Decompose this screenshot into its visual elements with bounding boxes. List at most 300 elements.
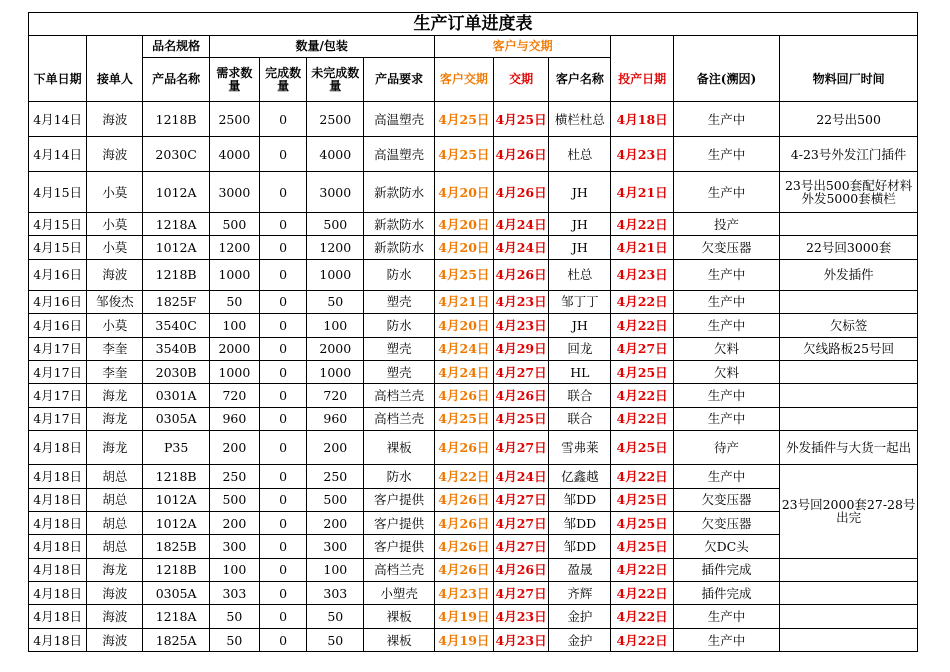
- page-title: 生产订单进度表: [29, 13, 918, 36]
- cell-customer-name: JH: [549, 213, 611, 236]
- cell-customer-name: 联合: [549, 407, 611, 430]
- table-row: [29, 236, 918, 259]
- cell-customer-delivery-date: 4月19日: [434, 628, 493, 651]
- cell-undone-qty: 500: [307, 213, 364, 236]
- cell-done-qty: 0: [259, 511, 306, 534]
- cell-production-date: 4月25日: [611, 511, 673, 534]
- cell-order-date: 4月18日: [29, 431, 87, 465]
- cell-product-code: 0305A: [143, 407, 209, 430]
- cell-remark: 生产中: [673, 137, 779, 172]
- cell-remark: 生产中: [673, 172, 779, 213]
- cell-customer-name: 金护: [549, 605, 611, 628]
- cell-material-return: 外发插件: [780, 259, 918, 290]
- cell-customer-delivery-date: 4月26日: [434, 558, 493, 581]
- cell-done-qty: 0: [259, 213, 306, 236]
- cell-material-return: [780, 605, 918, 628]
- cell-delivery-date: 4月26日: [493, 172, 548, 213]
- cell-product-req: 新款防水: [364, 172, 434, 213]
- cell-material-return: 22号回3000套: [780, 236, 918, 259]
- table-row: [29, 558, 918, 581]
- cell-product-code: P35: [143, 431, 209, 465]
- cell-product-code: 1218B: [143, 259, 209, 290]
- cell-remark: 欠DC头: [673, 535, 779, 558]
- cell-receiver: 海波: [87, 102, 143, 137]
- cell-undone-qty: 500: [307, 488, 364, 511]
- cell-product-code: 1012A: [143, 172, 209, 213]
- cell-undone-qty: 50: [307, 628, 364, 651]
- cell-done-qty: 0: [259, 102, 306, 137]
- cell-order-date: 4月18日: [29, 582, 87, 605]
- cell-product-req: 塑壳: [364, 290, 434, 313]
- cell-customer-delivery-date: 4月23日: [434, 582, 493, 605]
- cell-delivery-date: 4月27日: [493, 535, 548, 558]
- cell-production-date: 4月22日: [611, 407, 673, 430]
- cell-demand-qty: 500: [209, 213, 259, 236]
- cell-order-date: 4月15日: [29, 172, 87, 213]
- cell-product-code: 0301A: [143, 384, 209, 407]
- cell-product-req: 裸板: [364, 605, 434, 628]
- cell-order-date: 4月15日: [29, 236, 87, 259]
- cell-remark: 欠变压器: [673, 488, 779, 511]
- cell-product-req: 高温塑壳: [364, 102, 434, 137]
- cell-delivery-date: 4月27日: [493, 511, 548, 534]
- progress-sheet: [28, 12, 918, 652]
- cell-demand-qty: 100: [209, 558, 259, 581]
- cell-receiver: 海龙: [87, 384, 143, 407]
- cell-remark: 待产: [673, 431, 779, 465]
- cell-done-qty: 0: [259, 558, 306, 581]
- table-row: [29, 605, 918, 628]
- cell-receiver: 邹俊杰: [87, 290, 143, 313]
- cell-customer-delivery-date: 4月25日: [434, 137, 493, 172]
- cell-product-code: 0305A: [143, 582, 209, 605]
- cell-demand-qty: 200: [209, 511, 259, 534]
- cell-demand-qty: 4000: [209, 137, 259, 172]
- cell-delivery-date: 4月27日: [493, 582, 548, 605]
- cell-customer-delivery-date: 4月20日: [434, 172, 493, 213]
- cell-product-code: 1825B: [143, 535, 209, 558]
- cell-customer-name: 邹DD: [549, 511, 611, 534]
- cell-production-date: 4月21日: [611, 236, 673, 259]
- table-row: [29, 259, 918, 290]
- cell-product-code: 1218B: [143, 558, 209, 581]
- cell-demand-qty: 100: [209, 314, 259, 337]
- cell-demand-qty: 300: [209, 535, 259, 558]
- cell-delivery-date: 4月23日: [493, 628, 548, 651]
- cell-remark: 插件完成: [673, 582, 779, 605]
- cell-order-date: 4月18日: [29, 558, 87, 581]
- cell-done-qty: 0: [259, 384, 306, 407]
- cell-receiver: 胡总: [87, 488, 143, 511]
- cell-customer-delivery-date: 4月26日: [434, 488, 493, 511]
- cell-remark: 插件完成: [673, 558, 779, 581]
- cell-undone-qty: 200: [307, 431, 364, 465]
- header-remark: 备注(溯因): [673, 58, 779, 102]
- table-row: [29, 431, 918, 465]
- table-row: [29, 384, 918, 407]
- cell-done-qty: 0: [259, 605, 306, 628]
- cell-customer-name: JH: [549, 236, 611, 259]
- cell-order-date: 4月14日: [29, 137, 87, 172]
- table-row: [29, 290, 918, 313]
- cell-undone-qty: 250: [307, 465, 364, 488]
- cell-product-code: 1218B: [143, 465, 209, 488]
- cell-undone-qty: 200: [307, 511, 364, 534]
- cell-product-req: 高档兰壳: [364, 407, 434, 430]
- header-undone-qty: 未完成数量: [307, 58, 364, 102]
- cell-material-return: 23号出500套配好材料外发5000套横栏: [780, 172, 918, 213]
- header-delivery: 交期: [493, 58, 548, 102]
- cell-demand-qty: 303: [209, 582, 259, 605]
- cell-order-date: 4月15日: [29, 213, 87, 236]
- header-receiver: 接单人: [87, 58, 143, 102]
- cell-undone-qty: 300: [307, 535, 364, 558]
- table-row: [29, 314, 918, 337]
- header-demand-qty: 需求数量: [209, 58, 259, 102]
- cell-customer-name: HL: [549, 360, 611, 383]
- cell-product-req: 高温塑壳: [364, 137, 434, 172]
- cell-remark: 生产中: [673, 259, 779, 290]
- cell-customer-name: 横栏杜总: [549, 102, 611, 137]
- cell-material-return: 外发插件与大货一起出: [780, 431, 918, 465]
- cell-receiver: 海波: [87, 582, 143, 605]
- blank-cell: [673, 36, 779, 58]
- cell-product-req: 客户提供: [364, 488, 434, 511]
- cell-order-date: 4月18日: [29, 511, 87, 534]
- cell-order-date: 4月16日: [29, 259, 87, 290]
- progress-table: [28, 12, 918, 652]
- cell-product-code: 1825A: [143, 628, 209, 651]
- cell-remark: 欠料: [673, 360, 779, 383]
- cell-receiver: 小莫: [87, 172, 143, 213]
- cell-remark: 欠变压器: [673, 236, 779, 259]
- cell-material-return: 欠标签: [780, 314, 918, 337]
- cell-product-code: 3540B: [143, 337, 209, 360]
- cell-product-code: 2030C: [143, 137, 209, 172]
- cell-undone-qty: 720: [307, 384, 364, 407]
- cell-customer-delivery-date: 4月25日: [434, 102, 493, 137]
- cell-delivery-date: 4月24日: [493, 465, 548, 488]
- header-production-date: 投产日期: [611, 58, 673, 102]
- cell-done-qty: 0: [259, 465, 306, 488]
- cell-customer-name: 齐辉: [549, 582, 611, 605]
- table-row: [29, 337, 918, 360]
- cell-production-date: 4月22日: [611, 582, 673, 605]
- cell-demand-qty: 960: [209, 407, 259, 430]
- cell-receiver: 海波: [87, 259, 143, 290]
- cell-customer-name: 雪弗莱: [549, 431, 611, 465]
- cell-done-qty: 0: [259, 535, 306, 558]
- cell-delivery-date: 4月25日: [493, 102, 548, 137]
- cell-customer-name: 杜总: [549, 137, 611, 172]
- table-row: [29, 407, 918, 430]
- cell-customer-name: JH: [549, 172, 611, 213]
- cell-receiver: 胡总: [87, 511, 143, 534]
- cell-remark: 生产中: [673, 102, 779, 137]
- cell-undone-qty: 1000: [307, 360, 364, 383]
- cell-customer-delivery-date: 4月26日: [434, 431, 493, 465]
- cell-production-date: 4月22日: [611, 384, 673, 407]
- header-customer-delivery: 客户交期: [434, 58, 493, 102]
- cell-product-code: 3540C: [143, 314, 209, 337]
- cell-material-return-merged: 23号回2000套27-28号出完: [780, 465, 918, 559]
- cell-undone-qty: 1200: [307, 236, 364, 259]
- cell-material-return: 欠线路板25号回: [780, 337, 918, 360]
- table-row: [29, 582, 918, 605]
- cell-product-code: 1012A: [143, 236, 209, 259]
- cell-material-return: [780, 407, 918, 430]
- header-product-name: 产品名称: [143, 58, 209, 102]
- cell-delivery-date: 4月27日: [493, 360, 548, 383]
- group-header-customer-delivery: 客户与交期: [434, 36, 611, 58]
- cell-product-code: 1218A: [143, 605, 209, 628]
- cell-material-return: [780, 290, 918, 313]
- header-done-qty: 完成数量: [259, 58, 306, 102]
- table-row: [29, 465, 918, 488]
- header-customer-name: 客户名称: [549, 58, 611, 102]
- cell-product-code: 1012A: [143, 488, 209, 511]
- cell-product-code: 2030B: [143, 360, 209, 383]
- cell-undone-qty: 1000: [307, 259, 364, 290]
- header-order-date: 下单日期: [29, 58, 87, 102]
- blank-cell: [29, 36, 87, 58]
- group-header-qty-pack: 数量/包装: [209, 36, 434, 58]
- cell-order-date: 4月17日: [29, 337, 87, 360]
- cell-receiver: 海波: [87, 605, 143, 628]
- cell-receiver: 小莫: [87, 213, 143, 236]
- cell-delivery-date: 4月24日: [493, 213, 548, 236]
- cell-production-date: 4月25日: [611, 431, 673, 465]
- cell-done-qty: 0: [259, 360, 306, 383]
- cell-customer-delivery-date: 4月19日: [434, 605, 493, 628]
- cell-receiver: 海龙: [87, 558, 143, 581]
- cell-demand-qty: 3000: [209, 172, 259, 213]
- blank-cell: [611, 36, 673, 58]
- cell-customer-delivery-date: 4月22日: [434, 465, 493, 488]
- cell-delivery-date: 4月27日: [493, 431, 548, 465]
- cell-undone-qty: 2500: [307, 102, 364, 137]
- cell-demand-qty: 720: [209, 384, 259, 407]
- cell-customer-delivery-date: 4月26日: [434, 384, 493, 407]
- cell-customer-delivery-date: 4月25日: [434, 259, 493, 290]
- cell-undone-qty: 303: [307, 582, 364, 605]
- cell-product-req: 塑壳: [364, 360, 434, 383]
- cell-done-qty: 0: [259, 337, 306, 360]
- table-row: [29, 213, 918, 236]
- cell-customer-delivery-date: 4月26日: [434, 535, 493, 558]
- cell-order-date: 4月18日: [29, 628, 87, 651]
- cell-demand-qty: 50: [209, 290, 259, 313]
- cell-receiver: 胡总: [87, 465, 143, 488]
- cell-production-date: 4月23日: [611, 259, 673, 290]
- cell-customer-name: 亿鑫越: [549, 465, 611, 488]
- cell-customer-delivery-date: 4月20日: [434, 213, 493, 236]
- cell-product-req: 塑壳: [364, 337, 434, 360]
- cell-undone-qty: 960: [307, 407, 364, 430]
- cell-production-date: 4月22日: [611, 465, 673, 488]
- cell-customer-name: 邹DD: [549, 535, 611, 558]
- cell-material-return: [780, 384, 918, 407]
- table-row: [29, 102, 918, 137]
- cell-order-date: 4月18日: [29, 465, 87, 488]
- cell-customer-name: 杜总: [549, 259, 611, 290]
- cell-remark: 生产中: [673, 290, 779, 313]
- cell-production-date: 4月22日: [611, 314, 673, 337]
- cell-customer-delivery-date: 4月26日: [434, 511, 493, 534]
- cell-done-qty: 0: [259, 407, 306, 430]
- cell-production-date: 4月27日: [611, 337, 673, 360]
- cell-order-date: 4月17日: [29, 407, 87, 430]
- cell-receiver: 海波: [87, 137, 143, 172]
- cell-product-req: 防水: [364, 259, 434, 290]
- cell-undone-qty: 2000: [307, 337, 364, 360]
- cell-production-date: 4月22日: [611, 290, 673, 313]
- cell-done-qty: 0: [259, 259, 306, 290]
- cell-receiver: 小莫: [87, 314, 143, 337]
- cell-product-req: 新款防水: [364, 236, 434, 259]
- cell-remark: 生产中: [673, 465, 779, 488]
- group-header-product-spec: 品名规格: [143, 36, 209, 58]
- table-row: [29, 137, 918, 172]
- cell-delivery-date: 4月29日: [493, 337, 548, 360]
- cell-demand-qty: 1200: [209, 236, 259, 259]
- cell-delivery-date: 4月25日: [493, 407, 548, 430]
- cell-product-req: 高档兰壳: [364, 558, 434, 581]
- cell-demand-qty: 1000: [209, 360, 259, 383]
- cell-delivery-date: 4月23日: [493, 290, 548, 313]
- cell-production-date: 4月22日: [611, 213, 673, 236]
- cell-production-date: 4月18日: [611, 102, 673, 137]
- cell-order-date: 4月18日: [29, 535, 87, 558]
- cell-material-return: [780, 558, 918, 581]
- cell-remark: 生产中: [673, 605, 779, 628]
- cell-remark: 生产中: [673, 314, 779, 337]
- cell-customer-name: 邹DD: [549, 488, 611, 511]
- table-row: [29, 172, 918, 213]
- cell-production-date: 4月23日: [611, 137, 673, 172]
- cell-undone-qty: 4000: [307, 137, 364, 172]
- cell-undone-qty: 100: [307, 314, 364, 337]
- cell-customer-name: 回龙: [549, 337, 611, 360]
- cell-receiver: 小莫: [87, 236, 143, 259]
- cell-delivery-date: 4月26日: [493, 137, 548, 172]
- cell-order-date: 4月17日: [29, 360, 87, 383]
- cell-receiver: 胡总: [87, 535, 143, 558]
- blank-cell: [87, 36, 143, 58]
- cell-material-return: 22号出500: [780, 102, 918, 137]
- cell-done-qty: 0: [259, 137, 306, 172]
- cell-demand-qty: 2500: [209, 102, 259, 137]
- cell-customer-delivery-date: 4月25日: [434, 407, 493, 430]
- cell-order-date: 4月16日: [29, 314, 87, 337]
- cell-product-req: 客户提供: [364, 535, 434, 558]
- cell-done-qty: 0: [259, 236, 306, 259]
- cell-delivery-date: 4月26日: [493, 384, 548, 407]
- cell-product-req: 新款防水: [364, 213, 434, 236]
- cell-customer-name: 金护: [549, 628, 611, 651]
- cell-customer-name: 邹丁丁: [549, 290, 611, 313]
- cell-product-req: 高档兰壳: [364, 384, 434, 407]
- cell-customer-name: 盈晟: [549, 558, 611, 581]
- cell-demand-qty: 2000: [209, 337, 259, 360]
- cell-receiver: 李奎: [87, 337, 143, 360]
- cell-done-qty: 0: [259, 582, 306, 605]
- cell-production-date: 4月25日: [611, 535, 673, 558]
- cell-material-return: [780, 360, 918, 383]
- cell-material-return: [780, 628, 918, 651]
- cell-product-req: 客户提供: [364, 511, 434, 534]
- cell-undone-qty: 3000: [307, 172, 364, 213]
- cell-done-qty: 0: [259, 290, 306, 313]
- cell-product-req: 防水: [364, 314, 434, 337]
- table-row: [29, 628, 918, 651]
- cell-customer-delivery-date: 4月20日: [434, 236, 493, 259]
- cell-delivery-date: 4月23日: [493, 605, 548, 628]
- cell-remark: 生产中: [673, 628, 779, 651]
- cell-remark: 欠料: [673, 337, 779, 360]
- cell-customer-name: 联合: [549, 384, 611, 407]
- blank-cell: [780, 36, 918, 58]
- cell-demand-qty: 50: [209, 628, 259, 651]
- cell-order-date: 4月16日: [29, 290, 87, 313]
- cell-done-qty: 0: [259, 314, 306, 337]
- cell-production-date: 4月25日: [611, 360, 673, 383]
- cell-product-code: 1825F: [143, 290, 209, 313]
- header-material-return: 物料回厂时间: [780, 58, 918, 102]
- cell-undone-qty: 50: [307, 290, 364, 313]
- cell-order-date: 4月14日: [29, 102, 87, 137]
- cell-demand-qty: 250: [209, 465, 259, 488]
- cell-delivery-date: 4月23日: [493, 314, 548, 337]
- cell-product-code: 1218B: [143, 102, 209, 137]
- cell-customer-delivery-date: 4月24日: [434, 337, 493, 360]
- cell-done-qty: 0: [259, 488, 306, 511]
- cell-production-date: 4月21日: [611, 172, 673, 213]
- cell-material-return: [780, 213, 918, 236]
- cell-customer-delivery-date: 4月20日: [434, 314, 493, 337]
- cell-remark: 投产: [673, 213, 779, 236]
- cell-done-qty: 0: [259, 431, 306, 465]
- header-product-req: 产品要求: [364, 58, 434, 102]
- cell-order-date: 4月18日: [29, 605, 87, 628]
- cell-product-code: 1012A: [143, 511, 209, 534]
- cell-product-req: 裸板: [364, 628, 434, 651]
- cell-product-code: 1218A: [143, 213, 209, 236]
- cell-receiver: 李奎: [87, 360, 143, 383]
- cell-remark: 生产中: [673, 407, 779, 430]
- cell-product-req: 裸板: [364, 431, 434, 465]
- table-row: [29, 360, 918, 383]
- cell-demand-qty: 50: [209, 605, 259, 628]
- cell-demand-qty: 1000: [209, 259, 259, 290]
- cell-undone-qty: 100: [307, 558, 364, 581]
- cell-delivery-date: 4月27日: [493, 488, 548, 511]
- cell-demand-qty: 200: [209, 431, 259, 465]
- cell-remark: 欠变压器: [673, 511, 779, 534]
- cell-customer-delivery-date: 4月21日: [434, 290, 493, 313]
- cell-receiver: 海龙: [87, 407, 143, 430]
- cell-done-qty: 0: [259, 172, 306, 213]
- cell-production-date: 4月22日: [611, 605, 673, 628]
- cell-production-date: 4月22日: [611, 558, 673, 581]
- cell-done-qty: 0: [259, 628, 306, 651]
- cell-product-req: 防水: [364, 465, 434, 488]
- cell-delivery-date: 4月26日: [493, 558, 548, 581]
- cell-material-return: [780, 582, 918, 605]
- cell-customer-delivery-date: 4月24日: [434, 360, 493, 383]
- cell-order-date: 4月17日: [29, 384, 87, 407]
- cell-production-date: 4月25日: [611, 488, 673, 511]
